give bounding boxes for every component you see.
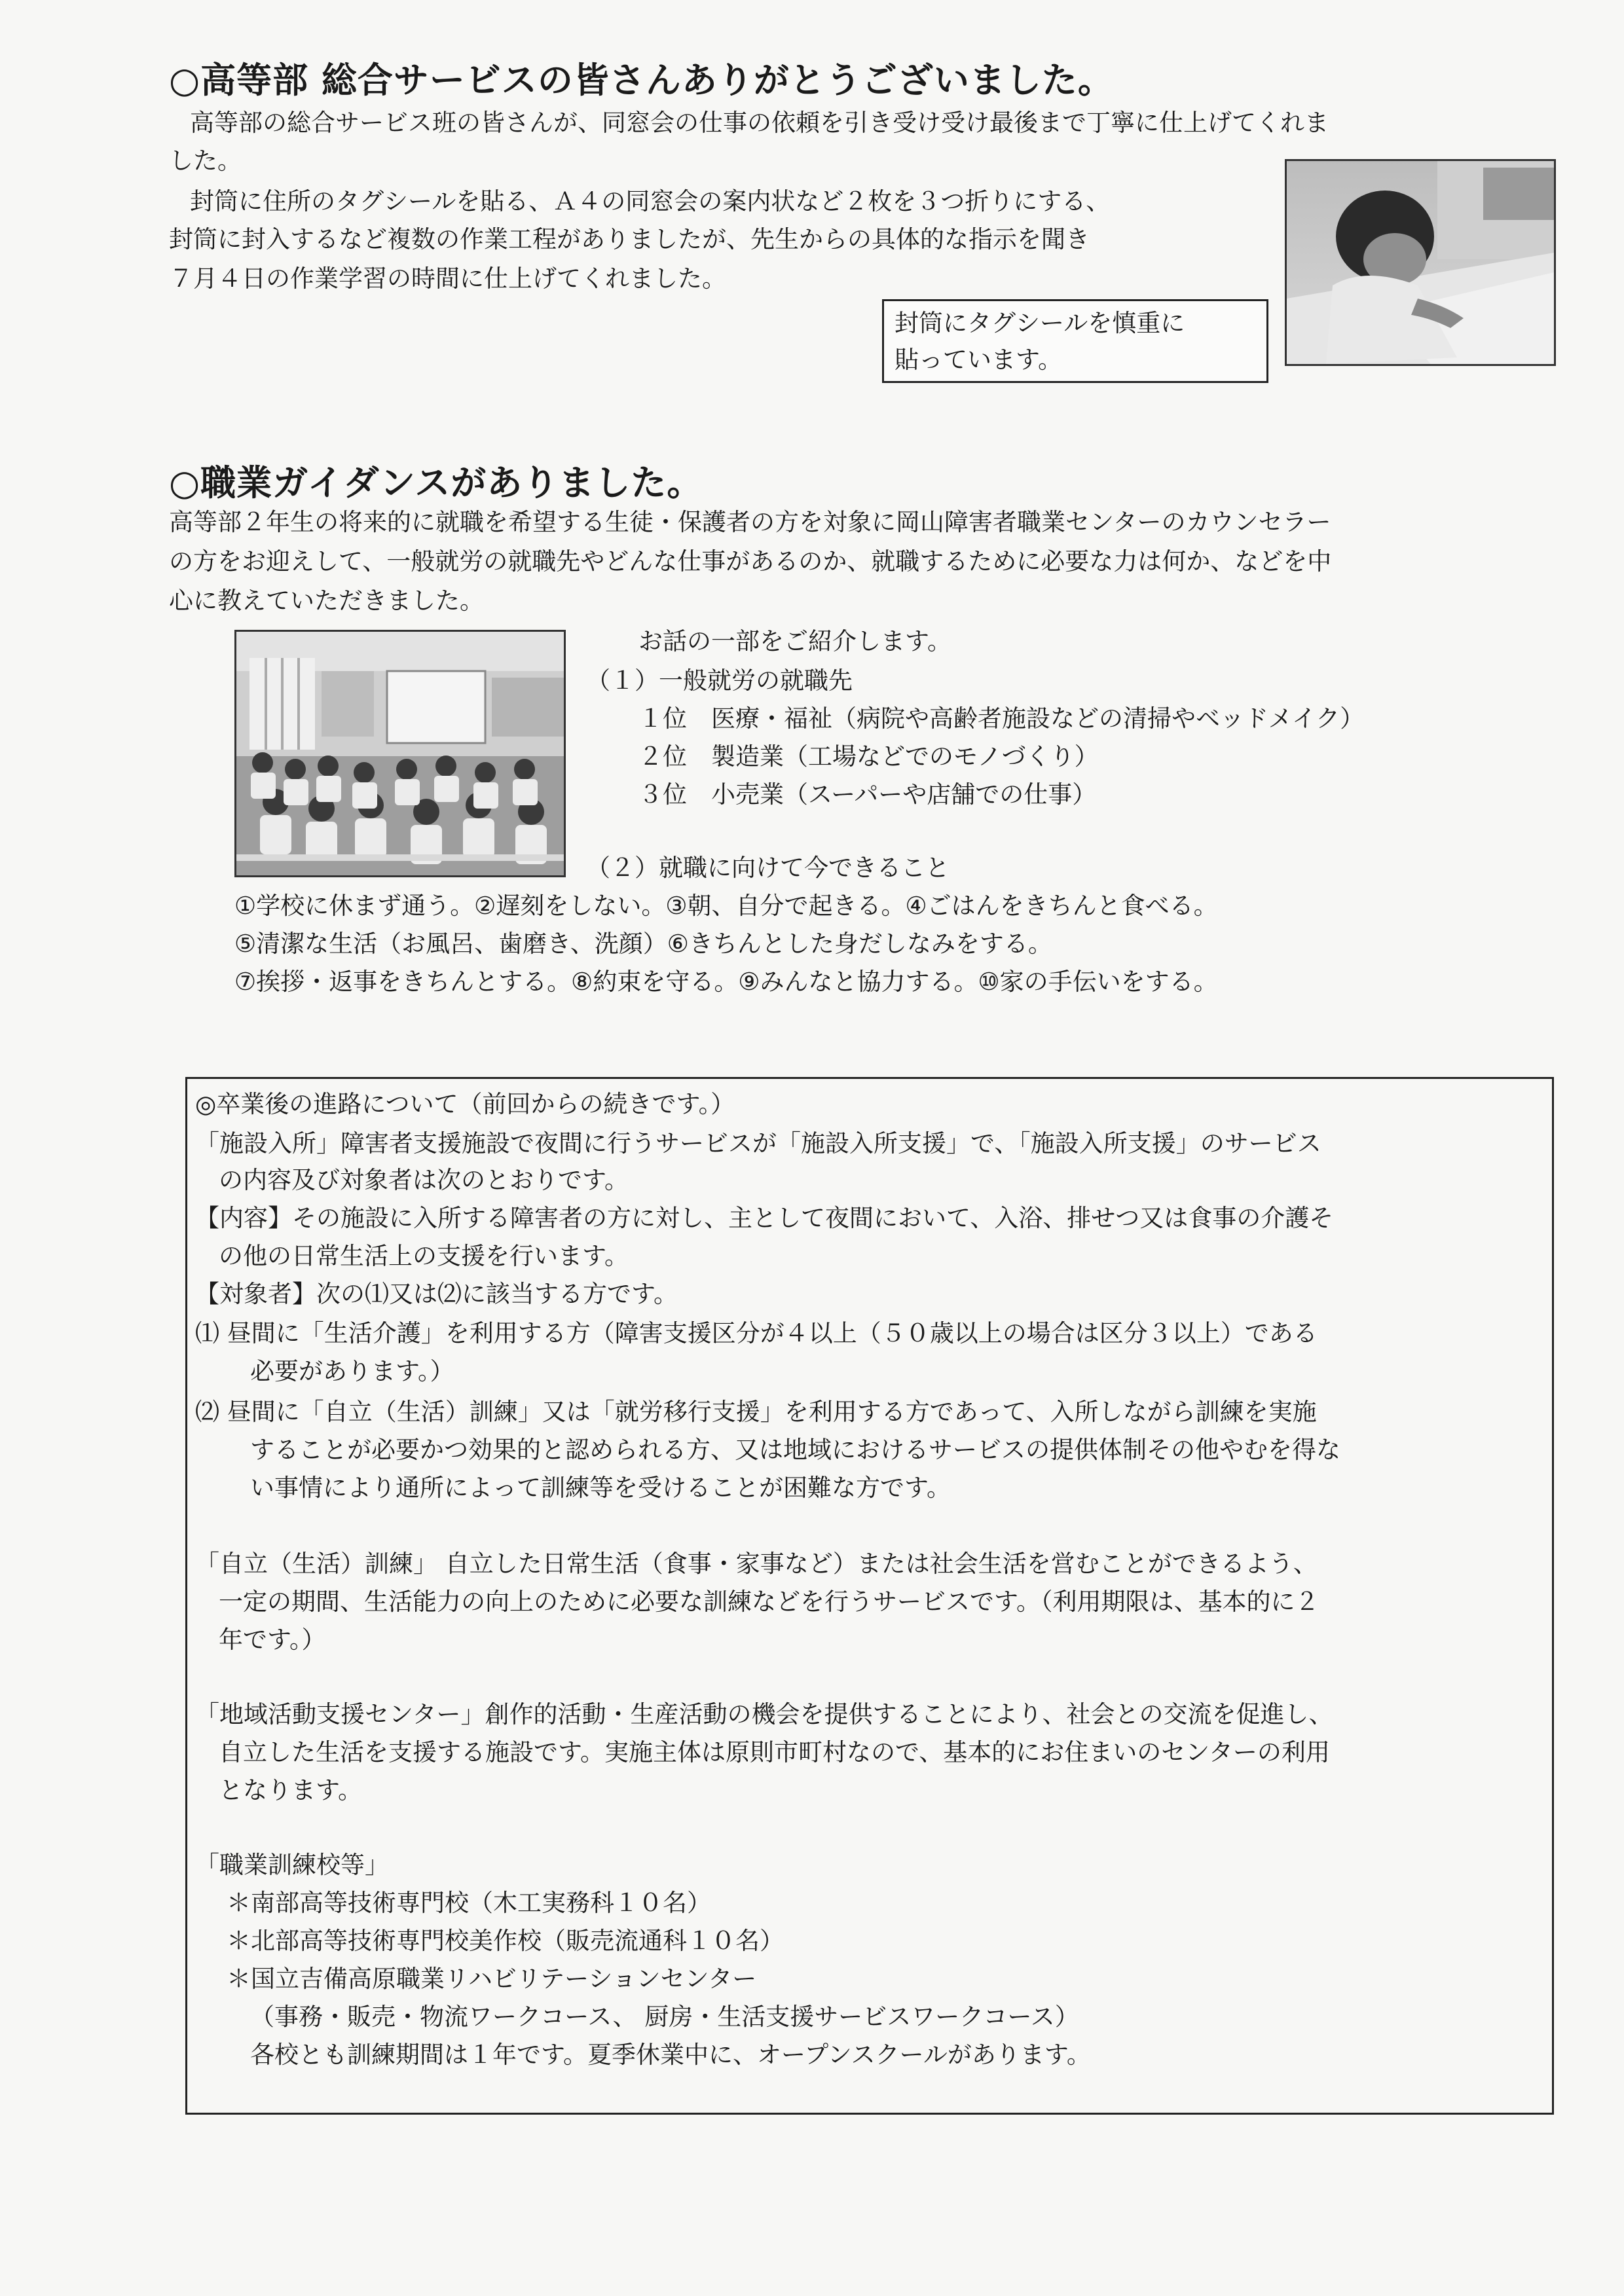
- box-line-10: い事情により通所によって訓練等を受けることが困難な方です。: [250, 1474, 951, 1502]
- section2-para-line2: の方をお迎えして、一般就労の就職先やどんな仕事があるのか、就職するために必要な力は何か、などを中: [169, 547, 1332, 575]
- box-line-15: 自立した生活を支援する施設です。実施主体は原則市町村なので、基本的にお住まいのセンターの利用: [219, 1738, 1330, 1766]
- box-line-20: ＊国立吉備高原職業リハビリテーションセンター: [227, 1965, 757, 1993]
- box-line-5: 【対象者】次の⑴又は⑵に該当する方です。: [195, 1280, 678, 1308]
- section2-tips-line2: ⑤清潔な生活（お風呂、歯磨き、洗顔）⑥きちんとした身だしなみをする。: [234, 930, 1052, 958]
- section1-heading: ○高等部 総合サービスの皆さんありがとうございました。: [169, 60, 1114, 101]
- box-title: ◎卒業後の進路について（前回からの続きです。）: [195, 1090, 735, 1118]
- section1-para1-line2: した。: [169, 147, 242, 175]
- box-line-18: ＊南部高等技術専門校（木工実務科１０名）: [227, 1889, 711, 1917]
- photo-caption: [882, 299, 1268, 383]
- box-line-13: 年です。）: [219, 1626, 326, 1654]
- box-line-7: 必要があります。）: [250, 1357, 454, 1385]
- photo-guidance-classroom: [234, 630, 566, 877]
- section1-para2-line2: 封筒に封入するなど複数の作業工程がありましたが、先生からの具体的な指示を聞き: [169, 225, 1090, 253]
- box-line-19: ＊北部高等技術専門校美作校（販売流通科１０名）: [227, 1927, 784, 1955]
- box-line-1: 「施設入所」障害者支援施設で夜間に行うサービスが「施設入所支援」で、「施設入所支援」のサービス: [195, 1129, 1321, 1157]
- box-line-9: することが必要かつ効果的と認められる方、又は地域におけるサービスの提供体制その他やむを得な: [250, 1436, 1340, 1464]
- photo-caption-line1: 封筒にタグシールを慎重に: [895, 309, 1185, 337]
- section2-tips-line1: ①学校に休まず通う。②遅刻をしない。③朝、自分で起きる。④ごはんをきちんと食べる。: [234, 892, 1218, 920]
- section2-para-line1: 高等部２年生の将来的に就職を希望する生徒・保護者の方を対象に岡山障害者職業センターのカウンセラー: [169, 508, 1331, 536]
- section2-heading: ○職業ガイダンスがありました。: [169, 462, 703, 503]
- section2-tips-line3: ⑦挨拶・返事をきちんとする。⑧約束を守る。⑨みんなと協力する。⑩家の手伝いをする。: [234, 968, 1218, 996]
- box-line-2: の内容及び対象者は次のとおりです。: [219, 1166, 629, 1194]
- section1-para2-line3: ７月４日の作業学習の時間に仕上げてくれました。: [169, 264, 726, 293]
- section2-rank2: ２位 製造業（工場などでのモノづくり）: [638, 742, 1099, 771]
- section1-para1-line1: 高等部の総合サービス班の皆さんが、同窓会の仕事の依頼を引き受け受け最後まで丁寧に仕上げてくれま: [190, 109, 1329, 137]
- box-line-22: 各校とも訓練期間は１年です。夏季休業中に、オープンスクールがあります。: [250, 2041, 1091, 2069]
- section2-list2-title: （２）就職に向けて今できること: [586, 854, 950, 882]
- box-line-3: 【内容】その施設に入所する障害者の方に対し、主として夜間において、入浴、排せつ又は食事の介護そ: [195, 1204, 1334, 1232]
- section2-rank3: ３位 小売業（スーパーや店舗での仕事）: [638, 780, 1097, 809]
- photo-student-applying-labels: [1285, 159, 1556, 366]
- box-line-12: 一定の期間、生活能力の向上のために必要な訓練などを行うサービスです。（利用期限は、基本的に２: [219, 1588, 1320, 1616]
- career-path-box: [185, 1077, 1554, 2115]
- box-line-4: の他の日常生活上の支援を行います。: [219, 1242, 629, 1270]
- box-line-16: となります。: [219, 1776, 363, 1804]
- box-line-6: ⑴ 昼間に「生活介護」を利用する方（障害支援区分が４以上（５０歳以上の場合は区分３以上）である: [195, 1319, 1318, 1347]
- section2-intro: お話の一部をご紹介します。: [638, 627, 952, 655]
- box-line-21: （事務・販売・物流ワークコース、 厨房・生活支援サービスワークコース）: [250, 2003, 1079, 2031]
- section1-para2-line1: 封筒に住所のタグシールを貼る、Ａ４の同窓会の案内状など２枚を３つ折りにする、: [190, 187, 1111, 215]
- section2-rank1: １位 医療・福祉（病院や高齢者施設などの清掃やベッドメイク）: [638, 704, 1365, 733]
- box-line-17: 「職業訓練校等」: [195, 1851, 389, 1879]
- box-line-14: 「地域活動支援センター」創作的活動・生産活動の機会を提供することにより、社会との交流を促進し、: [195, 1700, 1333, 1728]
- section2-para-line3: 心に教えていただきました。: [169, 587, 484, 615]
- photo-caption-line2: 貼っています。: [895, 346, 1063, 374]
- section2-list1-title: （１）一般就労の就職先: [586, 666, 853, 695]
- box-line-8: ⑵ 昼間に「自立（生活）訓練」又は「就労移行支援」を利用する方であって、入所しながら訓練を実施: [195, 1398, 1317, 1426]
- box-line-11: 「自立（生活）訓練」 自立した日常生活（食事・家事など）または社会生活を営むことができるよう、: [195, 1550, 1318, 1578]
